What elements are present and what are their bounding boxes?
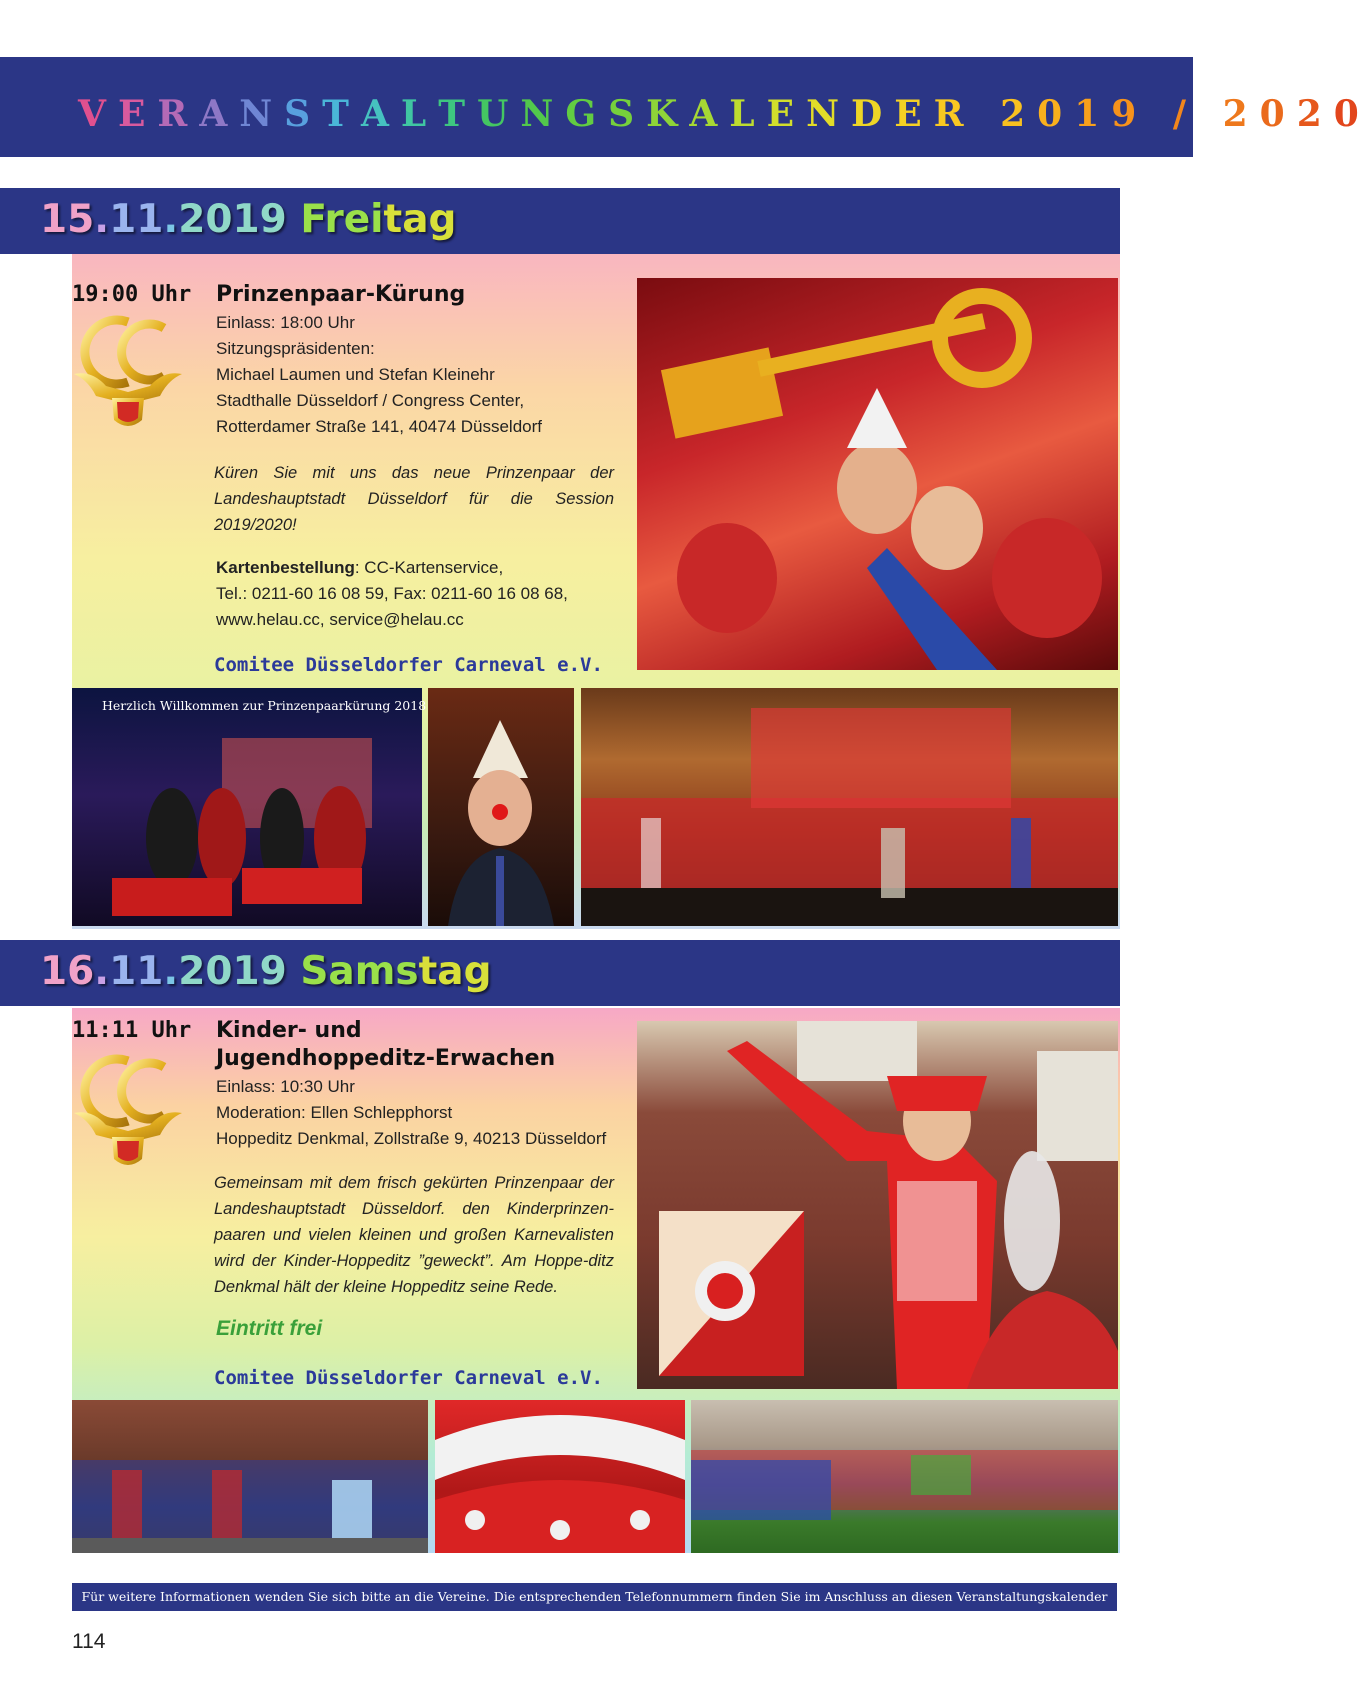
admission-free: Eintritt frei: [216, 1317, 323, 1340]
title-letter: A: [360, 93, 401, 135]
title-letter: L: [400, 93, 439, 135]
title-letter: N: [239, 93, 285, 135]
date-part: .: [94, 197, 110, 242]
event-title-2: [216, 1017, 555, 1073]
cc-logo-icon: [72, 308, 184, 432]
date-part: .: [163, 949, 179, 994]
ticket-order-label: Kartenbestellung: [216, 558, 355, 577]
date-part: 2019: [178, 197, 287, 242]
event-info-line: Sitzungspräsidenten:: [216, 339, 375, 358]
event-description-1: Küren Sie mit uns das neue Prinzenpaar der Landeshauptstadt Düsseldorf für die Session 2019/2020!: [214, 464, 614, 534]
title-letter: L: [729, 93, 767, 135]
ticket-order-line: : CC-Kartenservice,: [354, 558, 504, 577]
title-letter: 2: [1000, 93, 1038, 135]
title-letter: R: [933, 93, 976, 135]
title-letter: A: [199, 93, 240, 135]
event-title-line: Kinder- und: [216, 1018, 362, 1043]
title-letter: S: [284, 93, 323, 135]
date-part: .: [94, 949, 110, 994]
photo-caption: Herzlich Willkommen zur Prinzenpaarkürung 2018: [102, 698, 427, 713]
ticket-order-line: Tel.: 0211-60 16 08 59, Fax: 0211-60 16 08 68,: [216, 584, 568, 603]
title-letter: 0: [1037, 93, 1075, 135]
title-letter: N: [806, 93, 851, 135]
day-header-1: [0, 188, 1120, 254]
event-info-2: [216, 1074, 606, 1152]
photo-jester-hat-detail: [435, 1400, 685, 1553]
date-part: 16: [40, 949, 95, 994]
event-info-line: Michael Laumen und Stefan Kleinehr: [216, 365, 495, 384]
event-info-line: Moderation: Ellen Schlepphorst: [216, 1103, 453, 1122]
photo-crowd-square: [691, 1400, 1118, 1553]
title-letter: 9: [1111, 93, 1149, 135]
title-letter: T: [322, 93, 361, 135]
footer-note: Für weitere Informationen wenden Sie sich bitte an die Vereine. Die entsprechenden Telefonnummern finden Sie im Anschluss an diesen Veranstaltungskalender: [72, 1583, 1117, 1611]
photo-group-costumes: [72, 1400, 428, 1553]
day-date-1: [40, 194, 456, 246]
day-header-2: [0, 940, 1120, 1006]
photo-hoppeditz-portrait: [428, 688, 574, 926]
title-letter: 1: [1074, 93, 1112, 135]
date-part: 2019: [178, 949, 287, 994]
title-letter: 0: [1333, 93, 1371, 135]
event-description-2: Gemeinsam mit dem frisch gekürten Prinzenpaar der Landeshauptstadt Düsseldorf. den Kinderprinzen-paaren und vielen kleinen und großen Karnevalisten wird der Kinder-Hoppeditz ”geweckt”. Am Hoppe-ditz Denkmal hält der kleine Hoppeditz seine Rede.: [214, 1174, 614, 1296]
date-part: Frei: [300, 197, 384, 242]
title-letter: K: [646, 93, 690, 135]
title-letter: D: [850, 93, 895, 135]
date-part: 15: [40, 197, 95, 242]
date-part: .: [163, 197, 179, 242]
title-letter: 2: [1296, 93, 1334, 135]
title-letter: /: [1172, 93, 1199, 135]
event-time-1: 19:00 Uhr: [72, 282, 192, 307]
date-part: tag: [418, 949, 492, 994]
title-letter: V: [78, 93, 118, 135]
title-letter: A: [689, 93, 730, 135]
title-letter: [1148, 94, 1173, 134]
title-letter: R: [157, 93, 200, 135]
event-info-line: Einlass: 18:00 Uhr: [216, 313, 355, 332]
date-part: Sams: [300, 949, 419, 994]
date-part: [287, 197, 301, 242]
day-date-2: [40, 946, 492, 998]
title-letter: 0: [1259, 93, 1297, 135]
title-letter: N: [520, 93, 566, 135]
title-letter: [1198, 94, 1223, 134]
date-part: 11: [109, 949, 164, 994]
title-letter: E: [117, 93, 158, 135]
organizer-2: Comitee Düsseldorfer Carneval e.V.: [214, 1367, 603, 1389]
cc-logo-icon: [72, 1047, 184, 1171]
date-part: 11: [109, 197, 164, 242]
event-info-line: Stadthalle Düsseldorf / Congress Center,: [216, 391, 525, 410]
event-title-line: Prinzenpaar-Kürung: [216, 282, 466, 307]
organizer-1: Comitee Düsseldorfer Carneval e.V.: [214, 654, 603, 676]
date-part: tag: [383, 197, 457, 242]
ticket-order-1: [216, 555, 568, 633]
title-letter: U: [477, 93, 521, 135]
photo-stage-crowd: [581, 688, 1118, 926]
event-info-line: Einlass: 10:30 Uhr: [216, 1077, 355, 1096]
date-part: [287, 949, 301, 994]
title-letter: G: [565, 93, 609, 135]
event-info-line: Rotterdamer Straße 141, 40474 Düsseldorf: [216, 417, 543, 436]
event-title-1: [216, 281, 465, 309]
event-info-line: Hoppeditz Denkmal, Zollstraße 9, 40213 Düsseldorf: [216, 1129, 607, 1148]
title-letter: E: [766, 93, 807, 135]
event-title-line: Jugendhoppeditz-Erwachen: [216, 1046, 556, 1071]
title-letter: T: [438, 93, 477, 135]
photo-welcome-stage: [72, 688, 427, 926]
title-letter: [976, 94, 1001, 134]
event-info-1: [216, 310, 542, 440]
photo-hoppeditz-singer: [637, 1021, 1118, 1389]
title-letter: S: [608, 93, 647, 135]
event-time-2: 11:11 Uhr: [72, 1018, 192, 1043]
page-number: 114: [72, 1630, 106, 1653]
photo-prince-couple: [637, 278, 1118, 670]
title-letter: E: [894, 93, 934, 135]
calendar-title: [78, 94, 1371, 134]
ticket-order-line: www.helau.cc, service@helau.cc: [216, 610, 464, 629]
title-letter: 2: [1222, 93, 1260, 135]
